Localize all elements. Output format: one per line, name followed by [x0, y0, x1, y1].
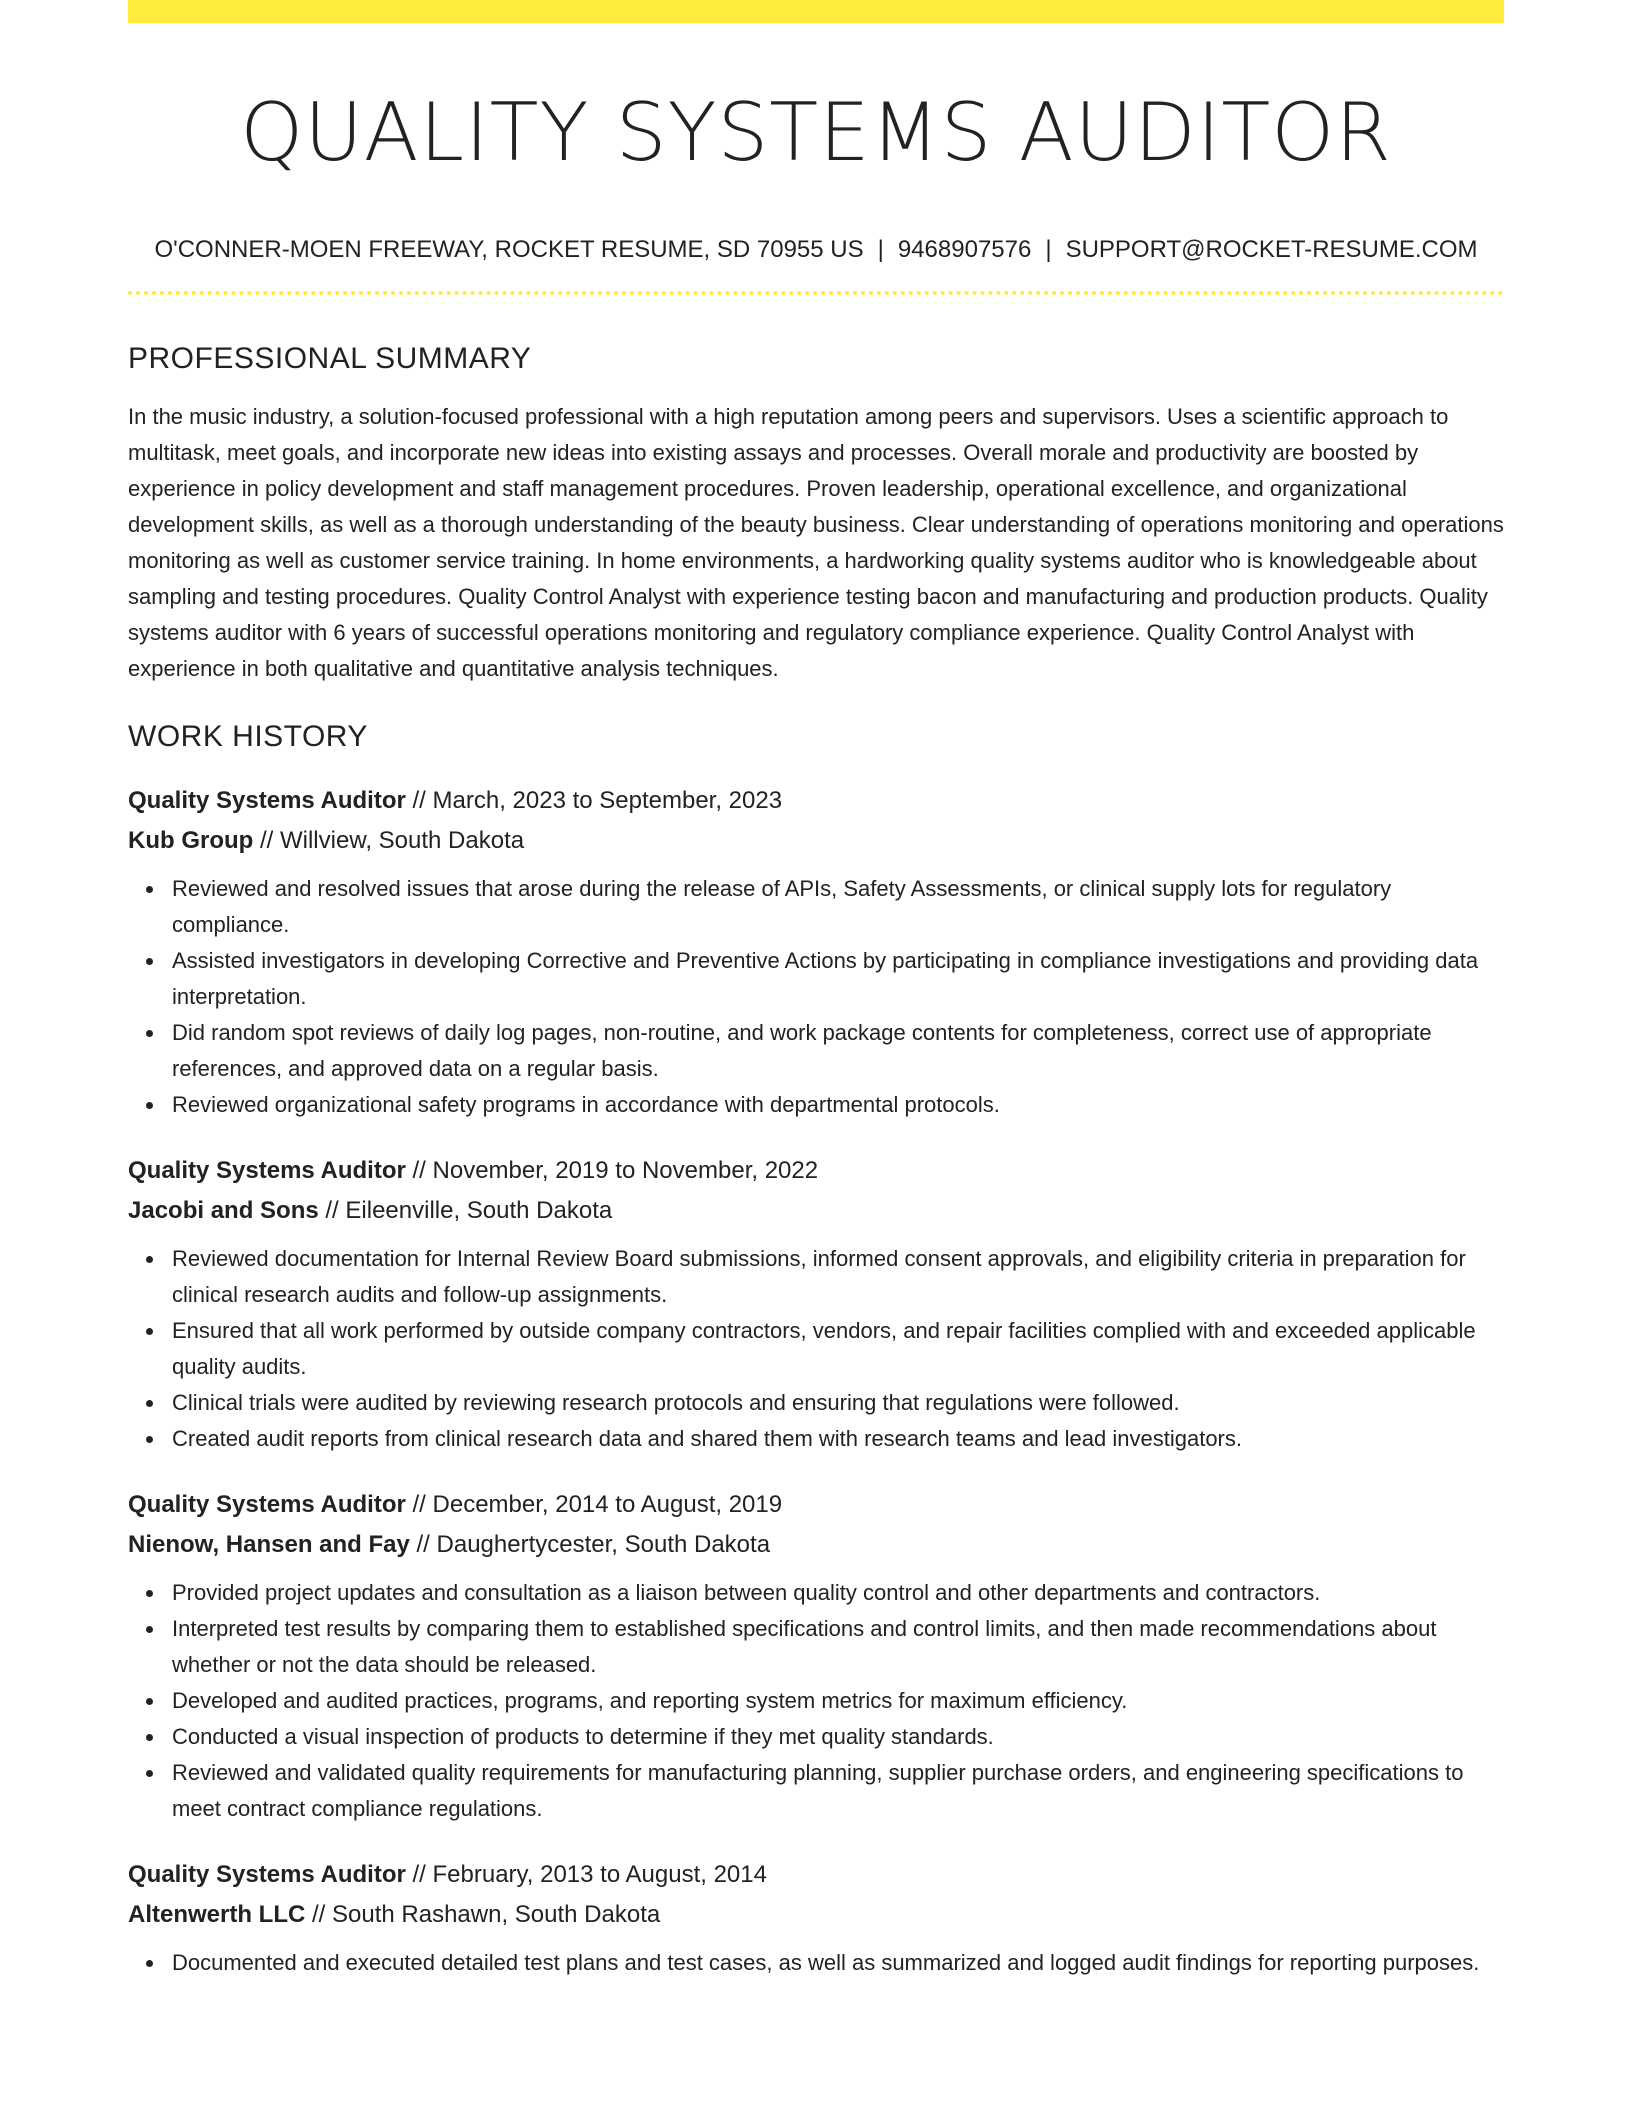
duty-item: Assisted investigators in developing Corrective and Preventive Actions by participating in compliance investigations and providing data interpretation. [172, 943, 1504, 1015]
job-company-line [128, 1525, 1504, 1565]
duty-item: Reviewed and resolved issues that arose during the release of APIs, Safety Assessments, or clinical supply lots for regulatory compliance. [172, 871, 1504, 943]
contact-address: O'CONNER-MOEN FREEWAY, ROCKET RESUME, SD 70955 US [154, 236, 864, 263]
duty-item: Clinical trials were audited by reviewing research protocols and ensuring that regulations were followed. [172, 1385, 1504, 1421]
summary-text: In the music industry, a solution-focused professional with a high reputation among peers and supervisors. Uses a scientific approach to multitask, meet goals, and incorporate new ideas into existing assays and processes. Overall morale and productivity are boosted by experience in policy development and staff management procedures. Proven leadership, operational excellence, and organizational development skills, as well as a thorough understanding of the beauty business. Clear understanding of operations monitoring and operations monitoring as well as customer service training. In home environments, a hardworking quality systems auditor who is knowledgeable about sampling and testing procedures. Quality Control Analyst with experience testing bacon and manufacturing and production products. Quality systems auditor with 6 years of successful operations monitoring and regulatory compliance experience. Quality Control Analyst with experience in both qualitative and quantitative analysis techniques. [128, 404, 1504, 681]
job-role: Quality Systems Auditor [128, 1157, 406, 1184]
duty-item: Did random spot reviews of daily log pages, non-routine, and work package contents for completeness, correct use of appropriate references, and approved data on a regular basis. [172, 1015, 1504, 1087]
job-role: Quality Systems Auditor [128, 1861, 406, 1888]
work-history-list [128, 781, 1504, 1981]
job-entry [128, 1151, 1504, 1457]
duty-item: Developed and audited practices, programs, and reporting system metrics for maximum efficiency. [172, 1683, 1504, 1719]
job-company: Kub Group [128, 827, 254, 854]
job-entry [128, 1855, 1504, 1981]
job-entry [128, 781, 1504, 1123]
duty-item: Reviewed organizational safety programs in accordance with departmental protocols. [172, 1087, 1504, 1123]
contact-phone: 9468907576 [897, 236, 1032, 263]
duty-item: Conducted a visual inspection of products to determine if they met quality standards. [172, 1719, 1504, 1755]
duty-item: Reviewed documentation for Internal Review Board submissions, informed consent approvals, and eligibility criteria in preparation for clinical research audits and follow-up assignments. [172, 1241, 1504, 1313]
job-dates: // February, 2013 to August, 2014 [405, 1861, 767, 1888]
job-dates: // March, 2023 to September, 2023 [405, 787, 783, 814]
dotted-divider [128, 291, 1504, 295]
job-company: Altenwerth LLC [128, 1901, 306, 1928]
job-role: Quality Systems Auditor [128, 787, 406, 814]
job-location: // South Rashawn, South Dakota [305, 1901, 661, 1928]
contact-separator: | [1045, 236, 1052, 263]
contact-line [128, 235, 1504, 265]
duty-item: Created audit reports from clinical research data and shared them with research teams and lead investigators. [172, 1421, 1504, 1457]
job-title-line [128, 1855, 1504, 1895]
job-company-line [128, 1191, 1504, 1231]
contact-separator: | [877, 236, 884, 263]
summary-heading: PROFESSIONAL SUMMARY [128, 342, 532, 375]
duty-item: Interpreted test results by comparing them to established specifications and control limits, and then made recommendations about whether or not the data should be released. [172, 1611, 1504, 1683]
work-history-heading: WORK HISTORY [128, 720, 368, 753]
job-role: Quality Systems Auditor [128, 1491, 406, 1518]
job-location: // Willview, South Dakota [253, 827, 525, 854]
duty-item: Documented and executed detailed test plans and test cases, as well as summarized and logged audit findings for reporting purposes. [172, 1945, 1504, 1981]
duty-item: Ensured that all work performed by outside company contractors, vendors, and repair facilities complied with and exceeded applicable quality audits. [172, 1313, 1504, 1385]
job-company: Nienow, Hansen and Fay [128, 1531, 410, 1558]
job-company-line [128, 1895, 1504, 1935]
job-title-line [128, 781, 1504, 821]
job-location: // Daughertycester, South Dakota [409, 1531, 771, 1558]
job-title-line [128, 1151, 1504, 1191]
duty-item: Provided project updates and consultation as a liaison between quality control and other departments and contractors. [172, 1575, 1504, 1611]
contact-email: SUPPORT@ROCKET-RESUME.COM [1065, 236, 1478, 263]
job-company-line [128, 821, 1504, 861]
job-company: Jacobi and Sons [128, 1197, 319, 1224]
job-duties [128, 1575, 1504, 1827]
job-location: // Eileenville, South Dakota [318, 1197, 613, 1224]
resume-page [128, 0, 1504, 1981]
resume-title: QUALITY SYSTEMS AUDITOR [240, 86, 1392, 179]
job-duties [128, 1241, 1504, 1457]
job-duties [128, 871, 1504, 1123]
job-dates: // December, 2014 to August, 2019 [405, 1491, 783, 1518]
accent-bar [128, 0, 1504, 23]
duty-item: Reviewed and validated quality requirements for manufacturing planning, supplier purchase orders, and engineering specifications to meet contract compliance regulations. [172, 1755, 1504, 1827]
job-duties [128, 1945, 1504, 1981]
job-entry [128, 1485, 1504, 1827]
job-title-line [128, 1485, 1504, 1525]
job-dates: // November, 2019 to November, 2022 [405, 1157, 819, 1184]
